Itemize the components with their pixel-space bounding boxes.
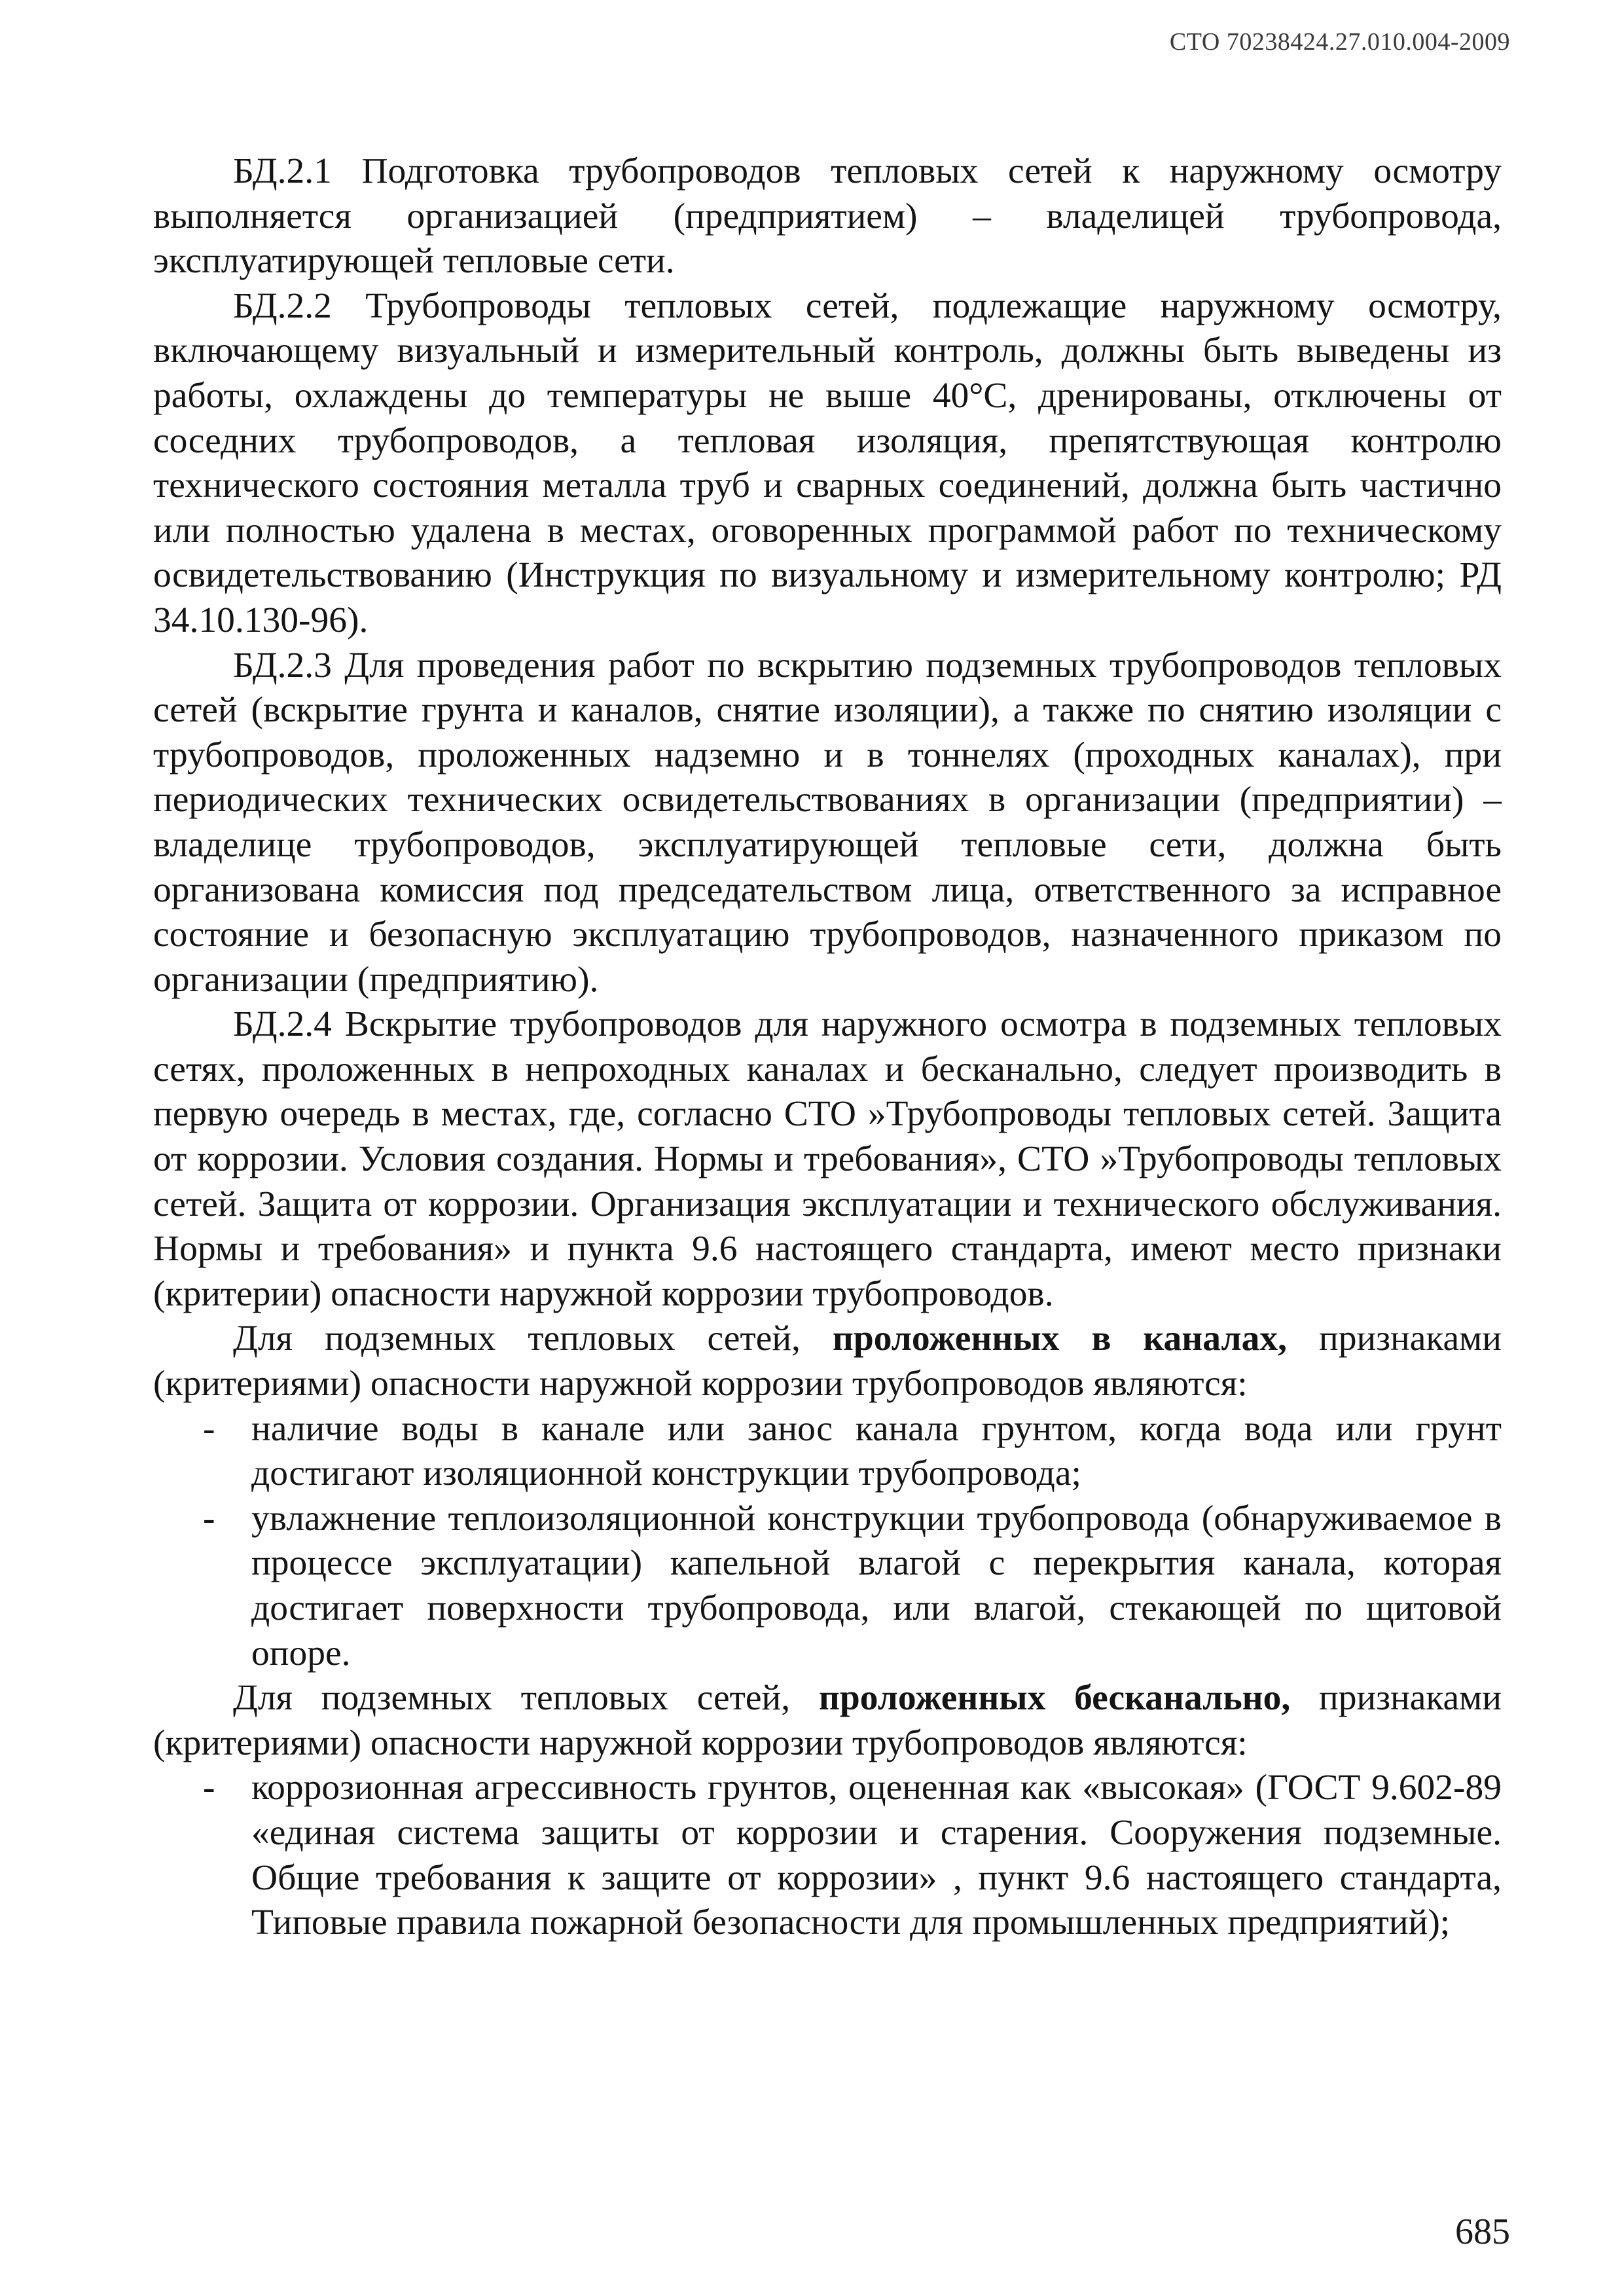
document-code-header: СТО 70238424.27.010.004-2009 [1169,28,1510,56]
list-dash: - [203,1408,215,1449]
paragraph-bd-2-1: БД.2.1 Подготовка трубопроводов тепловых сетей к наружному осмотру выполняется организацией (предприятием) – владелицей трубопровода, эксплуатирующей тепловые сети. [153,151,1502,282]
list-item-text: наличие воды в канале или занос канала грунтом, когда вода или грунт достигают изоляционной конструкции трубопровода; [251,1408,1502,1494]
page-number: 685 [1455,2212,1510,2252]
bold-emphasis-channelless: проложенных бесканально, [818,1678,1291,1719]
list-item [153,1497,1502,1676]
list-item-text: коррозионная агрессивность грунтов, оцененная как «высокая» (ГОСТ 9.602-89 «единая система защиты от коррозии и старения. Сооружения подземные. Общие требования к защите от коррозии» , пункт 9.6 настоящего стандарта, Типовые правила пожарной безопасности для промышленных предприятий); [251,1768,1502,1943]
paragraph-bd-2-3: БД.2.3 Для проведения работ по вскрытию подземных трубопроводов тепловых сетей (вскрытие грунта и каналов, снятие изоляции), а также по снятию изоляции с трубопроводов, проложенных надземно и в тоннелях (проходных каналах), при периодических технических освидетельствованиях в организации (предприятии) – владелице трубопроводов, эксплуатирующей тепловые сети, должна быть организована комиссия под председательством лица, ответственного за исправное состояние и безопасную эксплуатацию трубопроводов, назначенного приказом по организации (предприятию). [153,645,1502,1000]
document-body [153,149,1502,1946]
bold-emphasis-in-channels: проложенных в каналах, [832,1319,1288,1359]
intro-text-end: признаками (критериями) опасности наружной коррозии трубопроводов являются: [153,1319,1502,1404]
list-dash: - [203,1498,215,1539]
intro-text-start: Для подземных тепловых сетей, [233,1319,801,1359]
list-dash: - [203,1768,215,1808]
paragraph-bd-2-4: БД.2.4 Вскрытие трубопроводов для наружного осмотра в подземных тепловых сетях, проложенных в непроходных каналах и бесканально, следует производить в первую очередь в местах, где, согласно СТО »Трубопроводы тепловых сетей. Защита от коррозии. Условия создания. Нормы и требования», СТО »Трубопроводы тепловых сетей. Защита от коррозии. Организация эксплуатации и технического обслуживания. Нормы и требования» и пункта 9.6 настоящего стандарта, имеют место признаки (критерии) опасности наружной коррозии трубопроводов. [153,1004,1502,1314]
paragraph-bd-2-2: БД.2.2 Трубопроводы тепловых сетей, подлежащие наружному осмотру, включающему визуальный и измерительный контроль, должны быть выведены из работы, охлаждены до температуры не выше 40°С, дренированы, отключены от соседних трубопроводов, а тепловая изоляция, препятствующая контролю технического состояния металла труб и сварных соединений, должна быть частично или полностью удалена в местах, оговоренных программой работ по техническому освидетельствованию (Инструкция по визуальному и измерительному контролю; РД 34.10.130-96). [153,285,1502,640]
intro-text-start: Для подземных тепловых сетей, [233,1678,791,1719]
channel-criteria-list [153,1407,1502,1677]
paragraph-channel-criteria-intro [153,1317,1502,1406]
list-item-text: увлажнение теплоизоляционной конструкции трубопровода (обнаруживаемое в процессе эксплуатации) капельной влагой с перекрытия канала, которая достигает поверхности трубопровода, или влагой, стекающей по щитовой опоре. [251,1498,1502,1673]
list-item [153,1407,1502,1497]
intro-text-end: признаками (критериями) опасности наружной коррозии трубопроводов являются: [153,1678,1502,1763]
channelless-criteria-list [153,1766,1502,1945]
list-item [153,1766,1502,1945]
paragraph-channelless-criteria-intro [153,1676,1502,1766]
